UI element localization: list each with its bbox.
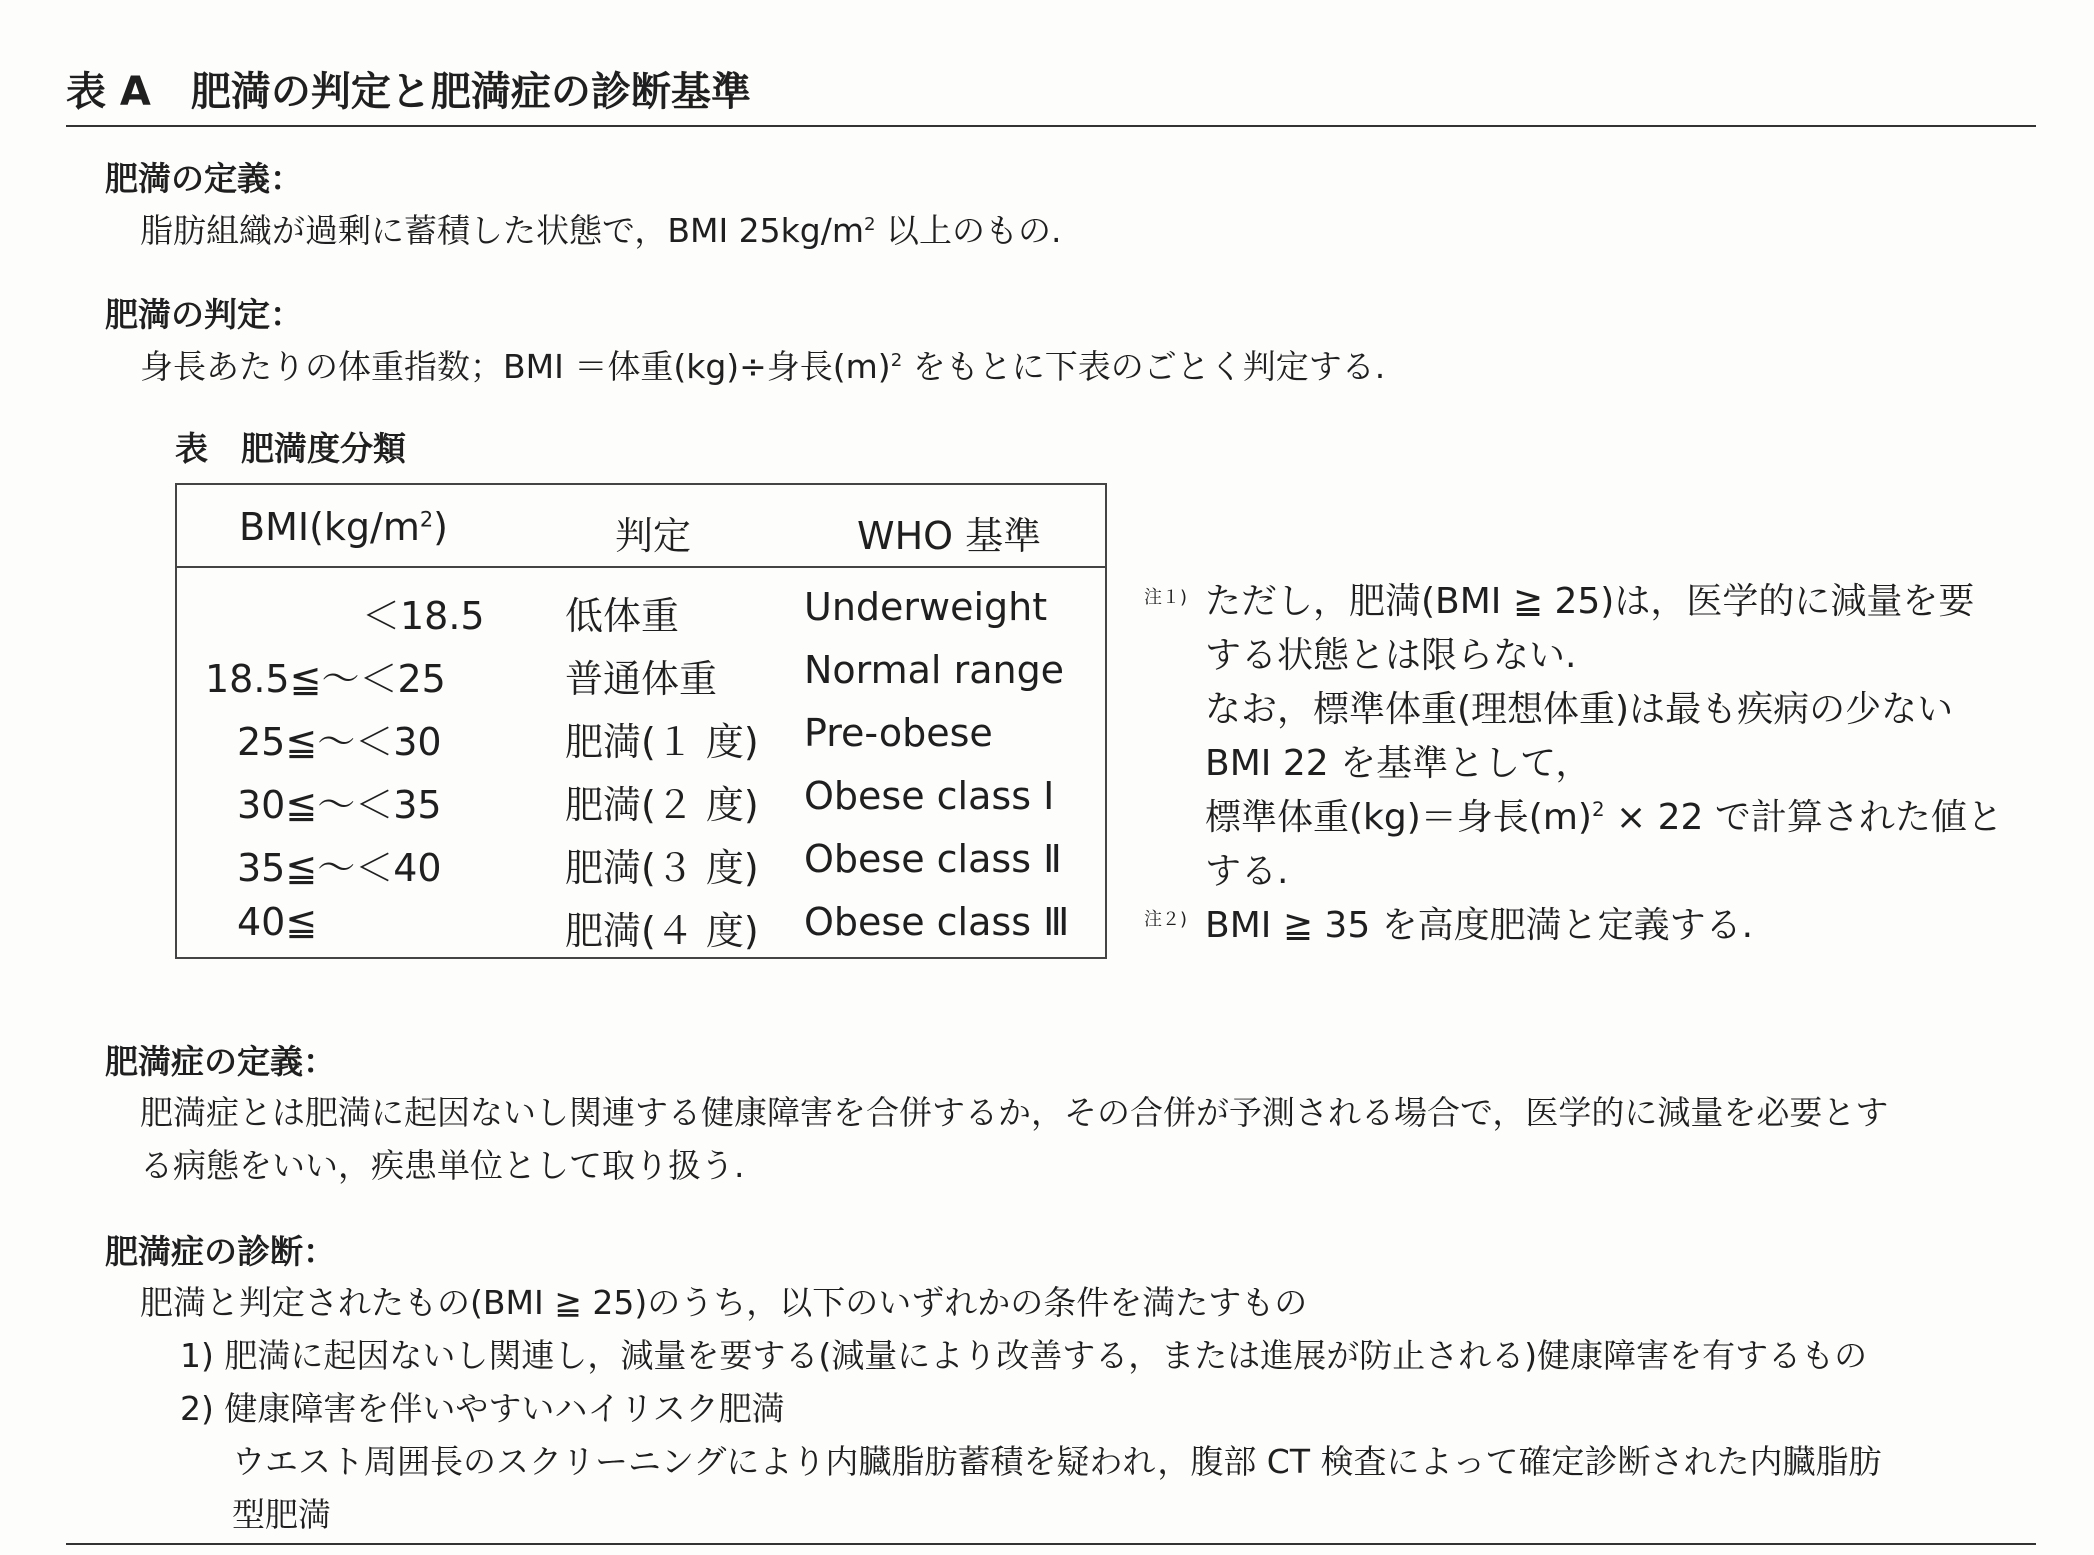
table-header-divider <box>177 566 1105 568</box>
note1-line2: する状態とは限らない. <box>1205 635 1577 676</box>
disease-definition-line1: 肥満症とは肥満に起因ないし関連する健康障害を合併するか，その合併が予測される場合で，医学的に減量を必要とす <box>140 1093 1889 1132</box>
diagnosis-heading: 肥満症の診断： <box>105 1232 336 1271</box>
row2-bmi: 18.5≦～＜25 <box>205 657 446 701</box>
header-who: WHO 基準 <box>857 514 1042 558</box>
row6-who: Obese class Ⅲ <box>804 900 1070 944</box>
table-caption: 表 肥満度分類 <box>175 429 406 468</box>
row3-bmi: 25≦～＜30 <box>237 720 442 764</box>
row5-bmi: 35≦～＜40 <box>237 846 442 890</box>
row4-who: Obese class Ⅰ <box>804 774 1055 818</box>
page-title: 表 A 肥満の判定と肥満症の診断基準 <box>66 69 751 115</box>
note1-line6: する. <box>1205 851 1289 892</box>
row6-bmi: 40≦ <box>237 900 318 944</box>
row1-judgement: 低体重 <box>565 594 680 638</box>
header-bmi: $BMI(kg/m^2)$ <box>239 505 448 549</box>
note1-line1: ただし，肥満(BMI ≧ 25)は，医学的に減量を要 <box>1205 581 1975 622</box>
row2-judgement: 普通体重 <box>565 657 718 701</box>
diagnosis-item2-detail1: ウエスト周囲長のスクリーニングにより内臓脂肪蓄積を疑われ，腹部 CT 検査によって確定診断された内臓脂肪 <box>232 1442 1882 1481</box>
definition-heading: 肥満の定義： <box>105 159 303 198</box>
top-rule <box>66 125 2036 127</box>
diagnosis-intro: 肥満と判定されたもの(BMI ≧ 25)のうち，以下のいずれかの条件を満たすもの <box>140 1283 1308 1322</box>
row1-who: Underweight <box>804 585 1048 629</box>
definition-text: 脂肪組織が過剰に蓄積した状態で，BMI $25kg/m^2$ 以上のもの. <box>140 211 1062 250</box>
row5-judgement: 肥満(３ 度) <box>565 846 759 890</box>
note2-text: BMI ≧ 35 を高度肥満と定義する. <box>1205 905 1754 946</box>
row5-who: Obese class Ⅱ <box>804 837 1062 881</box>
row3-judgement: 肥満(１ 度) <box>565 720 759 764</box>
judgement-heading: 肥満の判定： <box>105 295 303 334</box>
row2-who: Normal range <box>804 648 1065 692</box>
diagnosis-item2-detail2: 型肥満 <box>232 1495 331 1534</box>
note1-line3: なお，標準体重(理想体重)は最も疾病の少ない <box>1205 689 1954 730</box>
bottom-rule <box>66 1543 2036 1545</box>
note2-mark: 注２) <box>1144 909 1188 930</box>
row4-judgement: 肥満(２ 度) <box>565 783 759 827</box>
disease-definition-line2: る病態をいい，疾患単位として取り扱う. <box>140 1146 745 1185</box>
note1-line5: 標準体重(kg)＝身長$(m)^2 \times 22$ で計算された値と <box>1205 797 2003 838</box>
row1-bmi: ＜18.5 <box>362 594 485 638</box>
diagnosis-item1: 1) 肥満に起因ないし関連し，減量を要する(減量により改善する，または進展が防止される)健康障害を有するもの <box>180 1336 1868 1375</box>
disease-definition-heading: 肥満症の定義： <box>105 1042 336 1081</box>
note1-mark: 注１) <box>1144 587 1188 608</box>
diagnosis-item2: 2) 健康障害を伴いやすいハイリスク肥満 <box>180 1389 785 1428</box>
header-judgement: 判定 <box>615 514 692 558</box>
note1-line4: BMI 22 を基準として， <box>1205 743 1592 784</box>
judgement-text: 身長あたりの体重指数；BMI ＝体重(kg)÷身長$(m)^2$ をもとに下表のごとく判定する. <box>140 347 1386 386</box>
row3-who: Pre-obese <box>804 711 993 755</box>
row4-bmi: 30≦～＜35 <box>237 783 442 827</box>
row6-judgement: 肥満(４ 度) <box>565 909 759 953</box>
obesity-classification-table <box>175 483 1107 959</box>
